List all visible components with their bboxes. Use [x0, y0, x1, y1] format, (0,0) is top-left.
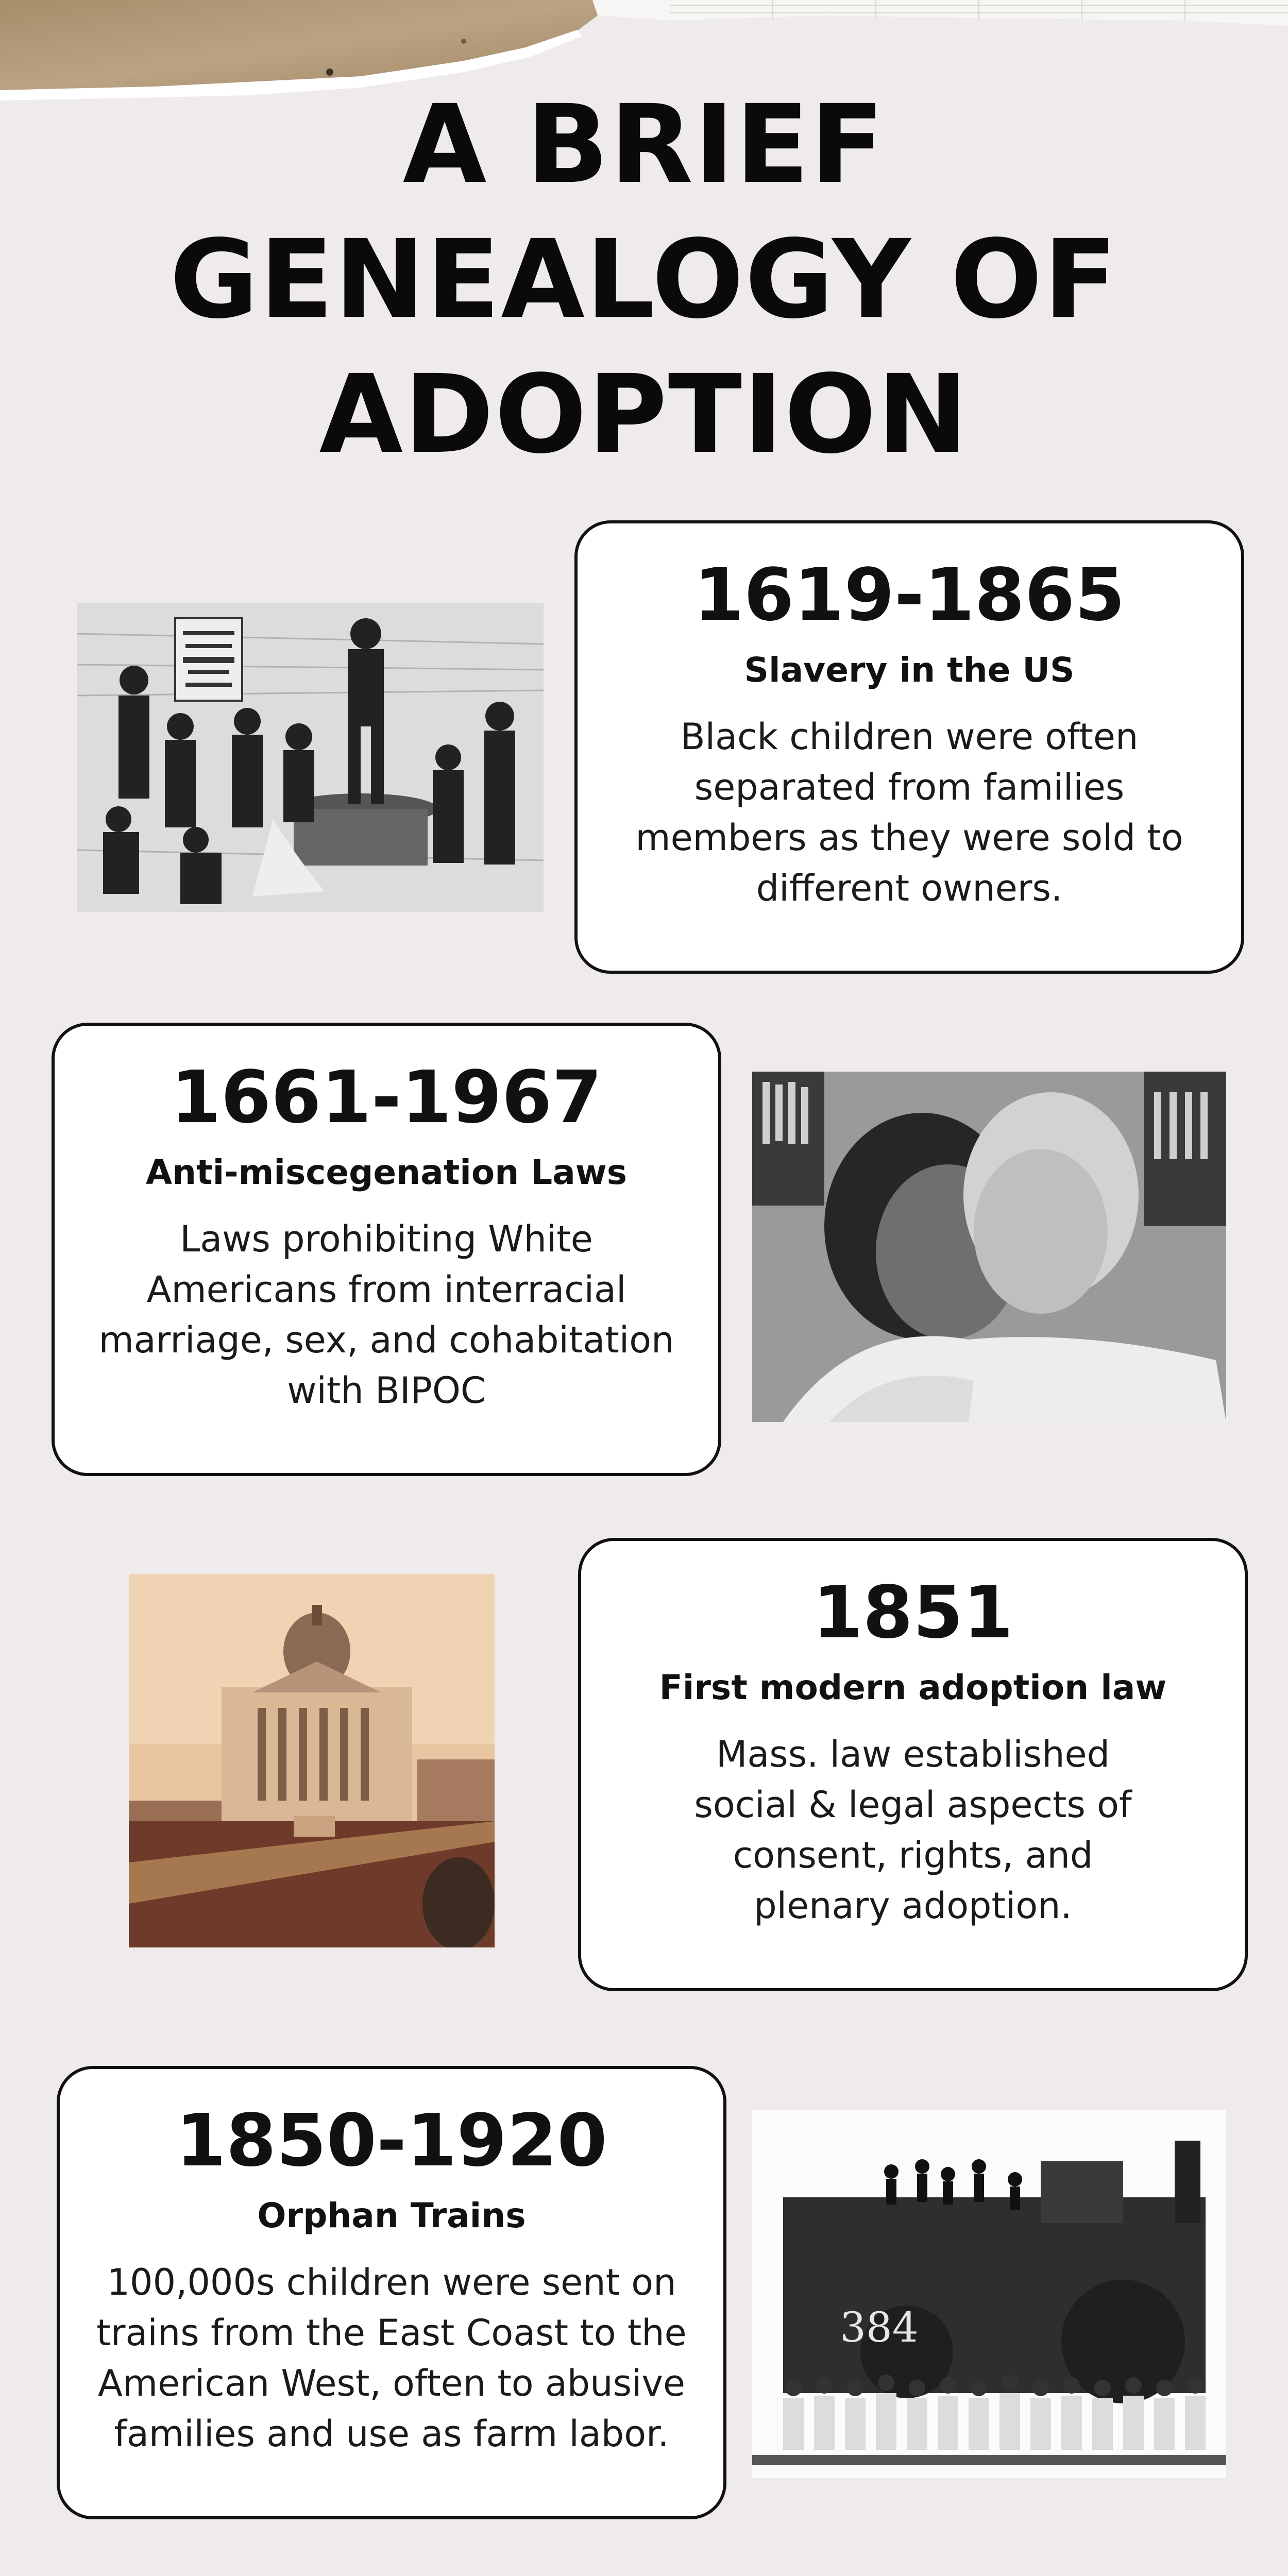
event-subtitle: First modern adoption law [659, 1668, 1167, 1707]
page-title [0, 77, 1288, 482]
event-card-orphan-trains [57, 2066, 726, 2519]
title-line-1: A BRIEF [402, 81, 886, 208]
event-subtitle: Slavery in the US [744, 650, 1075, 690]
event-card-first-adoption-law [578, 1538, 1248, 1991]
slave-auction-engraving-image [77, 603, 544, 912]
loving-couple-photo-image [752, 1072, 1226, 1422]
orphan-train-photo-image [752, 2110, 1226, 2478]
event-year: 1619-1865 [693, 553, 1125, 637]
event-card-slavery [574, 520, 1244, 974]
event-year: 1850-1920 [176, 2099, 607, 2183]
event-description: Mass. law established social & legal aspects of consent, rights, and plenary adoption. [694, 1733, 1132, 1927]
train-number-label: 384 [840, 2303, 919, 2351]
event-card-anti-miscegenation [52, 1023, 721, 1476]
event-description: Black children were often separated from families members as they were sold to different owners. [635, 716, 1183, 909]
title-line-3: ADOPTION [319, 351, 969, 478]
event-subtitle: Orphan Trains [257, 2196, 526, 2235]
massachusetts-state-house-photo-image [129, 1574, 495, 1947]
event-description: 100,000s children were sent on trains from the East Coast to the American West, often to abusive families and use as farm labor. [96, 2261, 687, 2455]
title-line-2: GENEALOGY OF [170, 216, 1118, 343]
event-subtitle: Anti-miscegenation Laws [145, 1153, 628, 1192]
event-year: 1851 [812, 1571, 1013, 1655]
event-description: Laws prohibiting White Americans from interracial marriage, sex, and cohabitation with BIPOC [98, 1218, 674, 1412]
event-year: 1661-1967 [171, 1056, 602, 1140]
